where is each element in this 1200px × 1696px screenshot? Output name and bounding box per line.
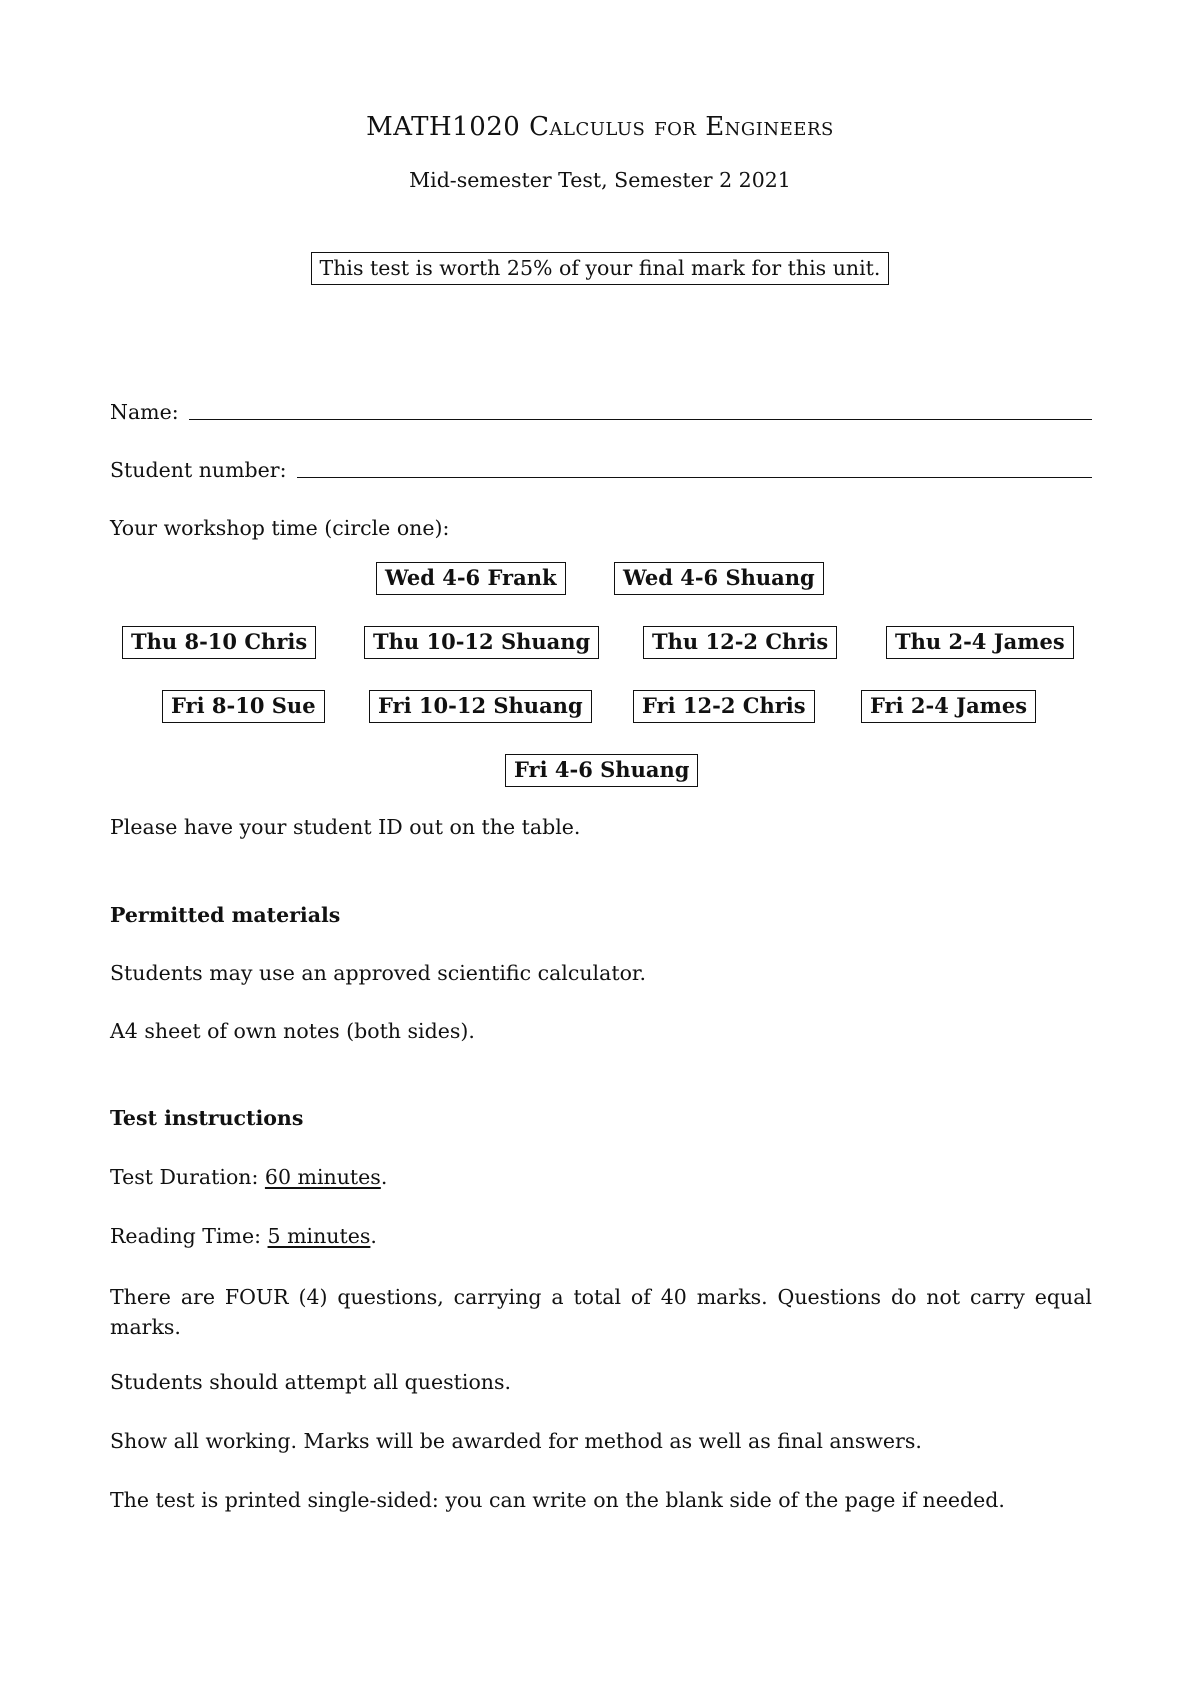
- duration-value: 60 minutes: [264, 1165, 381, 1189]
- attempt-all-note: Students should attempt all questions.: [110, 1370, 512, 1394]
- workshop-option[interactable]: Wed 4-6 Shuang: [614, 562, 824, 595]
- test-instructions-heading: Test instructions: [110, 1106, 304, 1130]
- document-subtitle: Mid-semester Test, Semester 2 2021: [409, 168, 791, 192]
- student-id-note: Please have your student ID out on the table.: [110, 815, 581, 839]
- workshop-option[interactable]: Fri 4-6 Shuang: [505, 754, 698, 787]
- workshop-label: Your workshop time (circle one):: [110, 516, 450, 540]
- student-number-label: Student number:: [110, 458, 287, 482]
- student-number-blank-line[interactable]: [297, 476, 1092, 478]
- test-duration: [110, 1165, 387, 1189]
- permitted-materials-heading: Permitted materials: [110, 903, 341, 927]
- name-label: Name:: [110, 400, 179, 424]
- workshop-option[interactable]: Fri 10-12 Shuang: [369, 690, 592, 723]
- student-number-field-row: [110, 458, 1092, 482]
- reading-label: Reading Time:: [110, 1224, 268, 1248]
- name-blank-line[interactable]: [189, 418, 1092, 420]
- single-sided-note: The test is printed single-sided: you can write on the blank side of the page if needed.: [110, 1488, 1005, 1512]
- course-name: Calculus for Engineers: [529, 112, 834, 142]
- reading-time: [110, 1224, 377, 1248]
- workshop-option[interactable]: Fri 2-4 James: [861, 690, 1036, 723]
- workshop-option[interactable]: Fri 12-2 Chris: [633, 690, 815, 723]
- questions-count-note: There are FOUR (4) questions, carrying a total of 40 marks. Questions do not carry equal marks.: [110, 1285, 1092, 1339]
- workshop-option[interactable]: Fri 8-10 Sue: [162, 690, 325, 723]
- name-field-row: [110, 400, 1092, 424]
- workshop-option[interactable]: Thu 10-12 Shuang: [364, 626, 599, 659]
- course-code: MATH1020: [366, 112, 521, 142]
- workshop-option[interactable]: Wed 4-6 Frank: [376, 562, 566, 595]
- worth-notice-box: This test is worth 25% of your final mark for this unit.: [311, 252, 890, 285]
- workshop-option[interactable]: Thu 2-4 James: [886, 626, 1074, 659]
- workshop-option[interactable]: Thu 12-2 Chris: [643, 626, 837, 659]
- notes-sheet-note: A4 sheet of own notes (both sides).: [110, 1019, 475, 1043]
- reading-period: .: [370, 1224, 377, 1248]
- duration-period: .: [380, 1165, 388, 1189]
- duration-label: Test Duration:: [110, 1165, 265, 1189]
- calculator-note: Students may use an approved scientific calculator.: [110, 961, 646, 985]
- document-title: [0, 112, 1200, 142]
- show-working-note: Show all working. Marks will be awarded for method as well as final answers.: [110, 1429, 922, 1453]
- worth-notice-wrap: [0, 252, 1200, 285]
- reading-value: 5 minutes: [267, 1224, 371, 1248]
- workshop-option[interactable]: Thu 8-10 Chris: [122, 626, 316, 659]
